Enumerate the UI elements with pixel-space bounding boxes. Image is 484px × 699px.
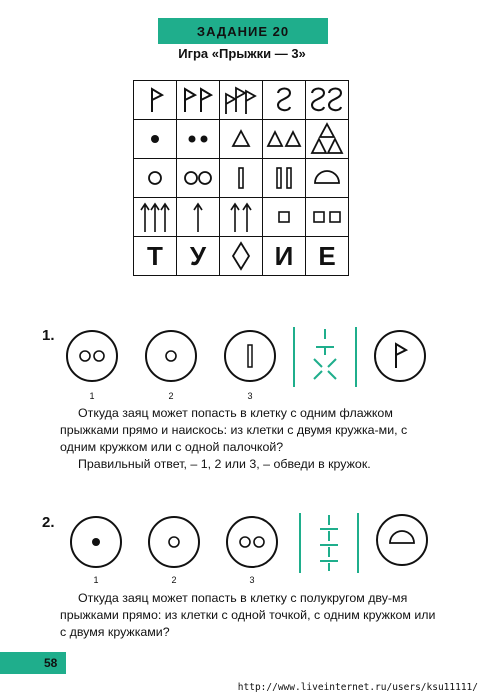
ex2-option-2-label: 2 (171, 575, 177, 585)
page-number: 58 (44, 656, 58, 670)
cell-stick-2 (263, 159, 306, 198)
letter-t: Т (147, 240, 163, 271)
three-flags-icon (221, 84, 261, 116)
letter-u: У (189, 240, 207, 271)
cell-dot-1 (134, 120, 177, 159)
cell-dot-2 (177, 120, 220, 159)
cell-letter-t (134, 237, 177, 276)
cell-squiggle-2 (306, 81, 349, 120)
squiggle-icon (269, 85, 299, 115)
task-banner (158, 18, 328, 44)
watermark-url: http://www.liveinternet.ru/users/ksu11111/ (237, 682, 478, 693)
two-sticks-icon (269, 163, 299, 193)
two-rings-icon (68, 332, 116, 380)
two-squiggles-icon (308, 85, 346, 115)
ex1-option-2-label: 2 (168, 391, 174, 401)
exercise-1-number: 1. (42, 327, 55, 344)
two-dots-icon (181, 124, 215, 154)
cell-arrows-2 (220, 198, 263, 237)
two-flags-icon (179, 85, 217, 115)
cell-square-1 (263, 198, 306, 237)
ex1-option-1-label: 1 (89, 391, 95, 401)
half-circle-icon (310, 163, 344, 193)
three-triangles-icon (307, 122, 347, 156)
ex1-question: Откуда заяц может попасть в клетку с одним флажком прыжками прямо и наискось: из клетки с двумя кружка-ми, с одним кружком или с одной палочкой? (60, 406, 408, 454)
task-label: ЗАДАНИЕ 20 (196, 23, 290, 39)
two-triangles-icon (264, 124, 304, 154)
cell-ring-1 (134, 159, 177, 198)
cell-letter-u (177, 237, 220, 276)
three-arrows-icon (135, 200, 175, 234)
ex2-target-circle (376, 514, 428, 566)
ex2-option-1-circle[interactable] (70, 516, 122, 568)
triangle-icon (226, 124, 256, 154)
two-rings-icon (179, 163, 217, 193)
ex2-option-3-circle[interactable] (226, 516, 278, 568)
letter-e: Е (318, 240, 336, 271)
ex1-option-2-circle[interactable] (145, 330, 197, 382)
ex2-option-3-label: 3 (249, 575, 255, 585)
ex1-option-3-label: 3 (247, 391, 253, 401)
ex2-option-2-circle[interactable] (148, 516, 200, 568)
square-icon (269, 202, 299, 232)
stick-icon (226, 332, 274, 380)
two-arrows-icon (224, 200, 258, 234)
dot-icon (72, 518, 120, 566)
cell-letter-e (306, 237, 349, 276)
cell-triangle-1 (220, 120, 263, 159)
cell-flag-2 (177, 81, 220, 120)
cell-flag-3 (220, 81, 263, 120)
cell-arrows-3 (134, 198, 177, 237)
stick-icon (226, 163, 256, 193)
two-rings-icon (228, 518, 276, 566)
ring-icon (140, 163, 170, 193)
ex2-question: Откуда заяц может попасть в клетку с полукругом дву-мя прыжками прямо: из клетки с одной точкой, с одним кружком или с двумя кружками? (60, 591, 436, 639)
ex2-option-1-label: 1 (93, 575, 99, 585)
game-title: Игра «Прыжки — 3» (178, 46, 306, 61)
cell-arrow-1 (177, 198, 220, 237)
dot-icon (140, 124, 170, 154)
letter-i: И (274, 240, 294, 271)
ring-icon (150, 518, 198, 566)
ex2-text (60, 590, 440, 641)
jump-pattern-diagonal (290, 325, 370, 389)
ex1-answer-hint: Правильный ответ, – 1, 2 или 3, – обведи в кружок. (78, 457, 371, 471)
cell-diamond (220, 237, 263, 276)
two-squares-icon (309, 202, 345, 232)
ex1-option-1-circle[interactable] (66, 330, 118, 382)
exercise-2-number: 2. (42, 514, 55, 531)
ring-icon (147, 332, 195, 380)
cell-ring-2 (177, 159, 220, 198)
arrow-up-icon (183, 200, 213, 234)
ex1-target-circle (374, 330, 426, 382)
jump-pattern-straight (296, 511, 366, 575)
cell-flag-1 (134, 81, 177, 120)
half-circle-icon (378, 516, 426, 564)
flag-icon (140, 85, 170, 115)
ex1-option-3-circle[interactable] (224, 330, 276, 382)
cell-triangle-2 (263, 120, 306, 159)
game-grid (133, 80, 349, 276)
ex1-text (60, 405, 440, 473)
cell-half-circle (306, 159, 349, 198)
cell-squiggle-1 (263, 81, 306, 120)
cell-stick-1 (220, 159, 263, 198)
cell-triangle-3 (306, 120, 349, 159)
diamond-icon (226, 239, 256, 273)
cell-square-2 (306, 198, 349, 237)
cell-letter-i (263, 237, 306, 276)
flag-icon (376, 332, 424, 380)
page-number-tab (0, 652, 66, 674)
